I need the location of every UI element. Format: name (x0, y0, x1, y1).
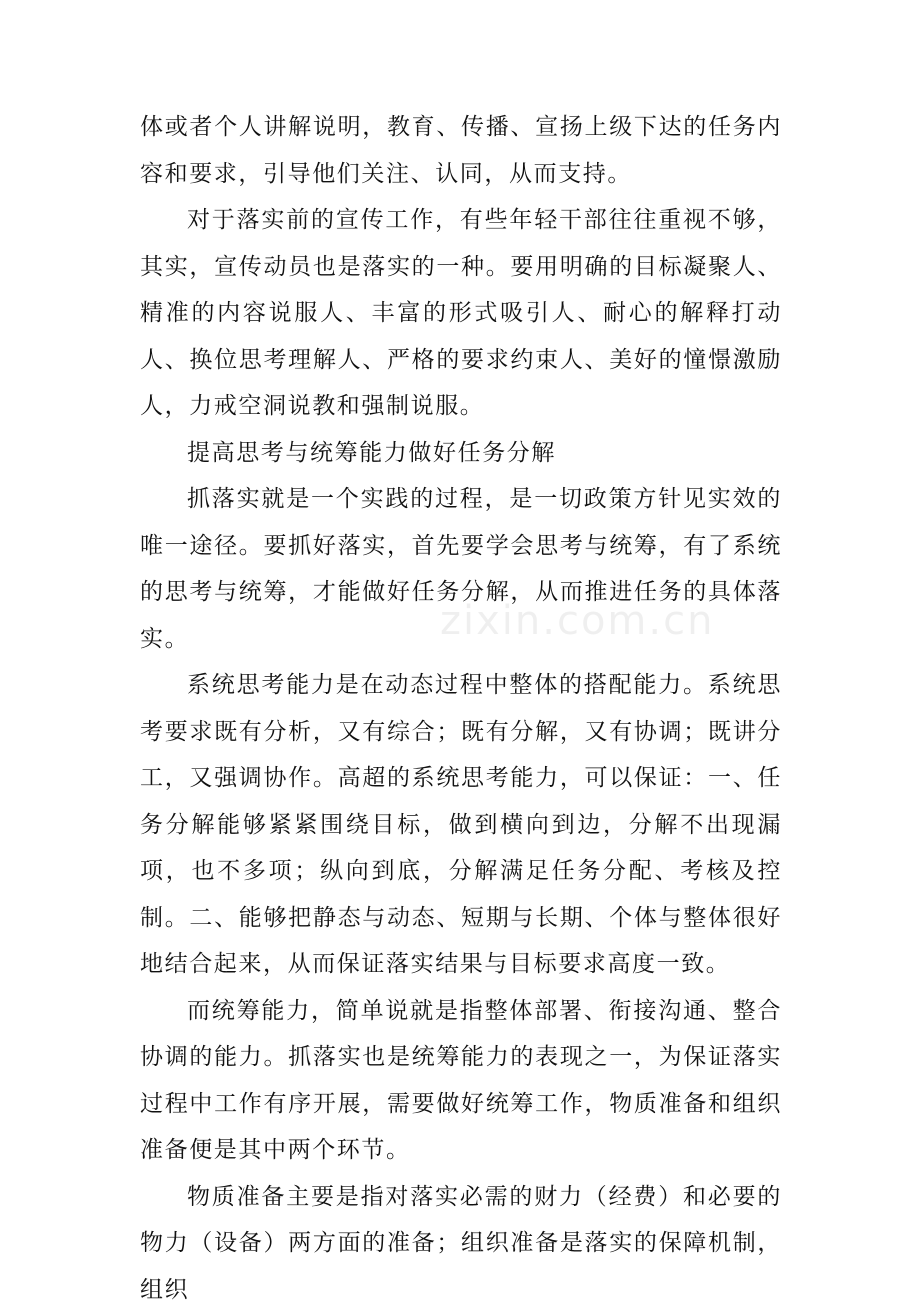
paragraph-propaganda: 对于落实前的宣传工作，有些年轻干部往往重视不够，其实，宣传动员也是落实的一种。要用明确的目标凝聚人、精准的内容说服人、丰富的形式吸引人、耐心的解释打动人、换位思考理解人、严格的要求约束人、美好的憧憬激励人，力戒空洞说教和强制说服。 (140, 207, 782, 419)
paragraph-system-thinking: 系统思考能力是在动态过程中整体的搭配能力。系统思考要求既有分析，又有综合；既有分解，又有协调；既讲分工，又强调协作。高超的系统思考能力，可以保证：一、任务分解能够紧紧围绕目标，做到横向到边，分解不出现漏项，也不多项；纵向到底，分解满足任务分配、考核及控制。二、能够把静态与动态、短期与长期、个体与整体很好地结合起来，从而保证落实结果与目标要求高度一致。 (140, 672, 782, 977)
watermark: zixin.com.cn (440, 598, 715, 644)
paragraph-continuation: 体或者个人讲解说明，教育、传播、宣扬上级下达的任务内容和要求，引导他们关注、认同，从而支持。 (140, 114, 782, 187)
paragraph-coordination: 而统筹能力，简单说就是指整体部署、衔接沟通、整合协调的能力。抓落实也是统筹能力的表现之一，为保证落实过程中工作有序开展，需要做好统筹工作，物质准备和组织准备便是其中两个环节。 (140, 997, 782, 1163)
paragraph-material-preparation: 物质准备主要是指对落实必需的财力（经费）和必要的物力（设备）两方面的准备；组织准备是落实的保障机制，组织 (140, 1183, 782, 1302)
paragraph-implementation: 抓落实就是一个实践的过程，是一切政策方针见实效的唯一途径。要抓好落实，首先要学会思考与统筹，有了系统的思考与统筹，才能做好任务分解，从而推进任务的具体落实。 (140, 486, 782, 652)
document-body (140, 104, 782, 1302)
section-heading: 提高思考与统筹能力做好任务分解 (187, 439, 556, 466)
